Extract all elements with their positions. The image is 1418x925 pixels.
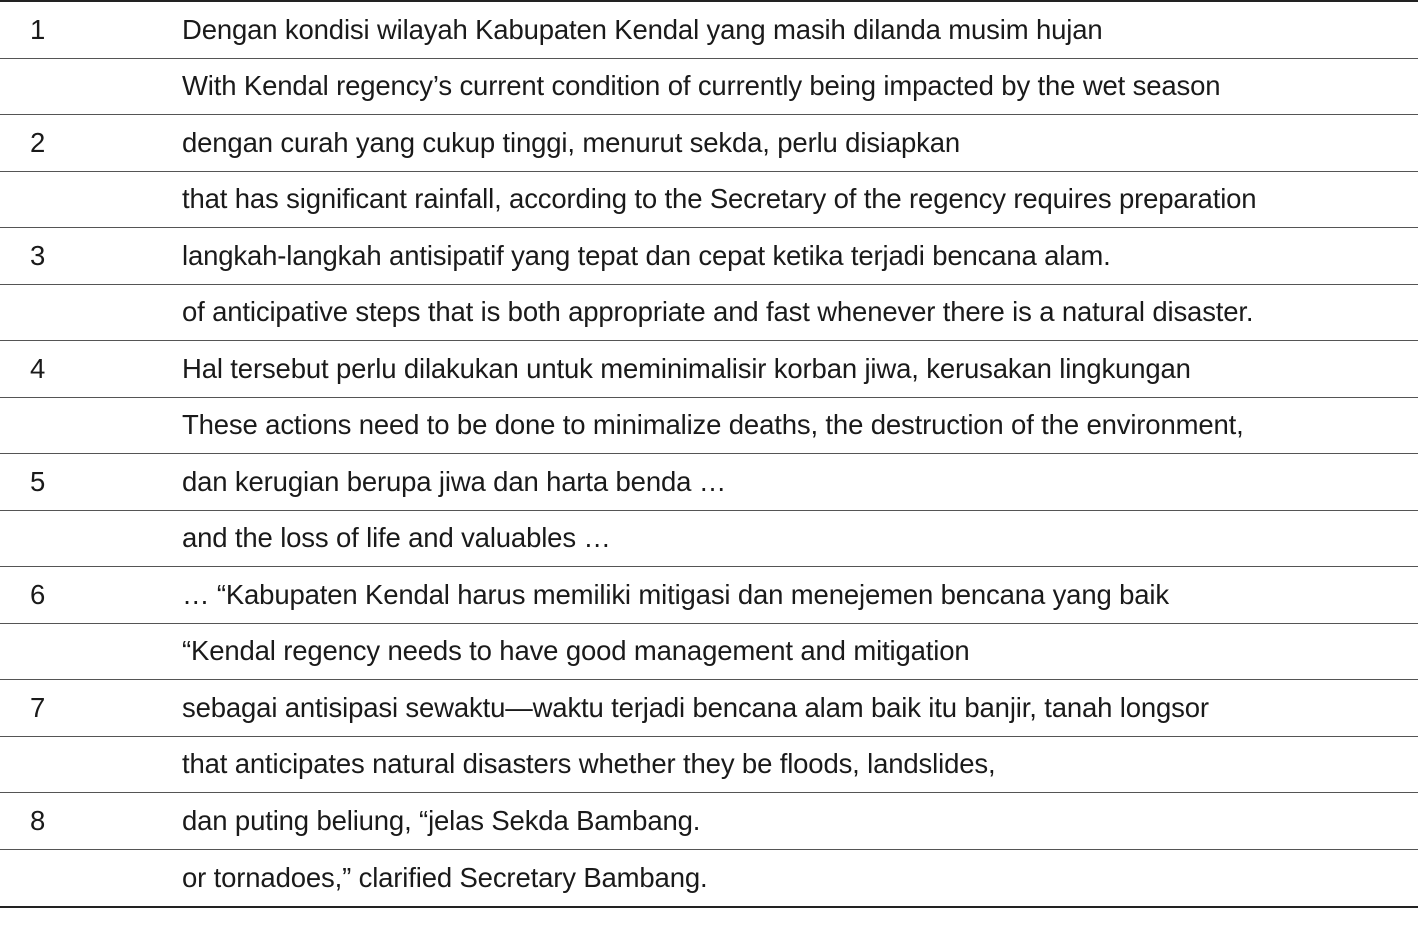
english-text: With Kendal regency’s current condition of currently being impacted by the wet season	[182, 70, 1221, 102]
english-text: and the loss of life and valuables …	[182, 522, 611, 554]
line-number: 6	[30, 578, 46, 610]
table-row-2-english	[0, 172, 1418, 229]
table-row-2-indonesian	[0, 115, 1418, 172]
table-row-7-english	[0, 737, 1418, 794]
table-row-3-english	[0, 285, 1418, 342]
indonesian-text: Hal tersebut perlu dilakukan untuk meminimalisir korban jiwa, kerusakan lingkungan	[182, 352, 1191, 384]
indonesian-text: langkah-langkah antisipatif yang tepat dan cepat ketika terjadi bencana alam.	[182, 239, 1111, 271]
english-text: or tornadoes,” clarified Secretary Bambang.	[182, 861, 708, 893]
table-row-1-english	[0, 59, 1418, 116]
line-number: 8	[30, 804, 46, 836]
line-number: 2	[30, 126, 46, 158]
english-text: “Kendal regency needs to have good management and mitigation	[182, 635, 970, 667]
line-number: 5	[30, 465, 46, 497]
table-row-5-english	[0, 511, 1418, 568]
table-row-8-english	[0, 850, 1418, 907]
line-number: 3	[30, 239, 46, 271]
table-row-6-english	[0, 624, 1418, 681]
line-number: 7	[30, 691, 46, 723]
table-row-7-indonesian	[0, 680, 1418, 737]
table-row-4-english	[0, 398, 1418, 455]
english-text: These actions need to be done to minimalize deaths, the destruction of the environment,	[182, 409, 1244, 441]
indonesian-text: dan puting beliung, “jelas Sekda Bambang.	[182, 804, 701, 836]
indonesian-text: … “Kabupaten Kendal harus memiliki mitigasi dan menejemen bencana yang baik	[182, 578, 1169, 610]
line-number: 1	[30, 13, 46, 45]
table-row-8-indonesian	[0, 793, 1418, 850]
english-text: that has significant rainfall, according to the Secretary of the regency requires preparation	[182, 183, 1257, 215]
english-text: that anticipates natural disasters whether they be floods, landslides,	[182, 748, 996, 780]
table-row-1-indonesian	[0, 2, 1418, 59]
indonesian-text: dengan curah yang cukup tinggi, menurut sekda, perlu disiapkan	[182, 126, 961, 158]
english-text: of anticipative steps that is both appropriate and fast whenever there is a natural disaster.	[182, 296, 1254, 328]
indonesian-text: dan kerugian berupa jiwa dan harta benda …	[182, 465, 727, 497]
table-row-3-indonesian	[0, 228, 1418, 285]
table-row-4-indonesian	[0, 341, 1418, 398]
indonesian-text: Dengan kondisi wilayah Kabupaten Kendal yang masih dilanda musim hujan	[182, 13, 1103, 45]
table-row-5-indonesian	[0, 454, 1418, 511]
line-number: 4	[30, 352, 46, 384]
indonesian-text: sebagai antisipasi sewaktu—waktu terjadi bencana alam baik itu banjir, tanah longsor	[182, 691, 1209, 723]
table-row-6-indonesian	[0, 567, 1418, 624]
